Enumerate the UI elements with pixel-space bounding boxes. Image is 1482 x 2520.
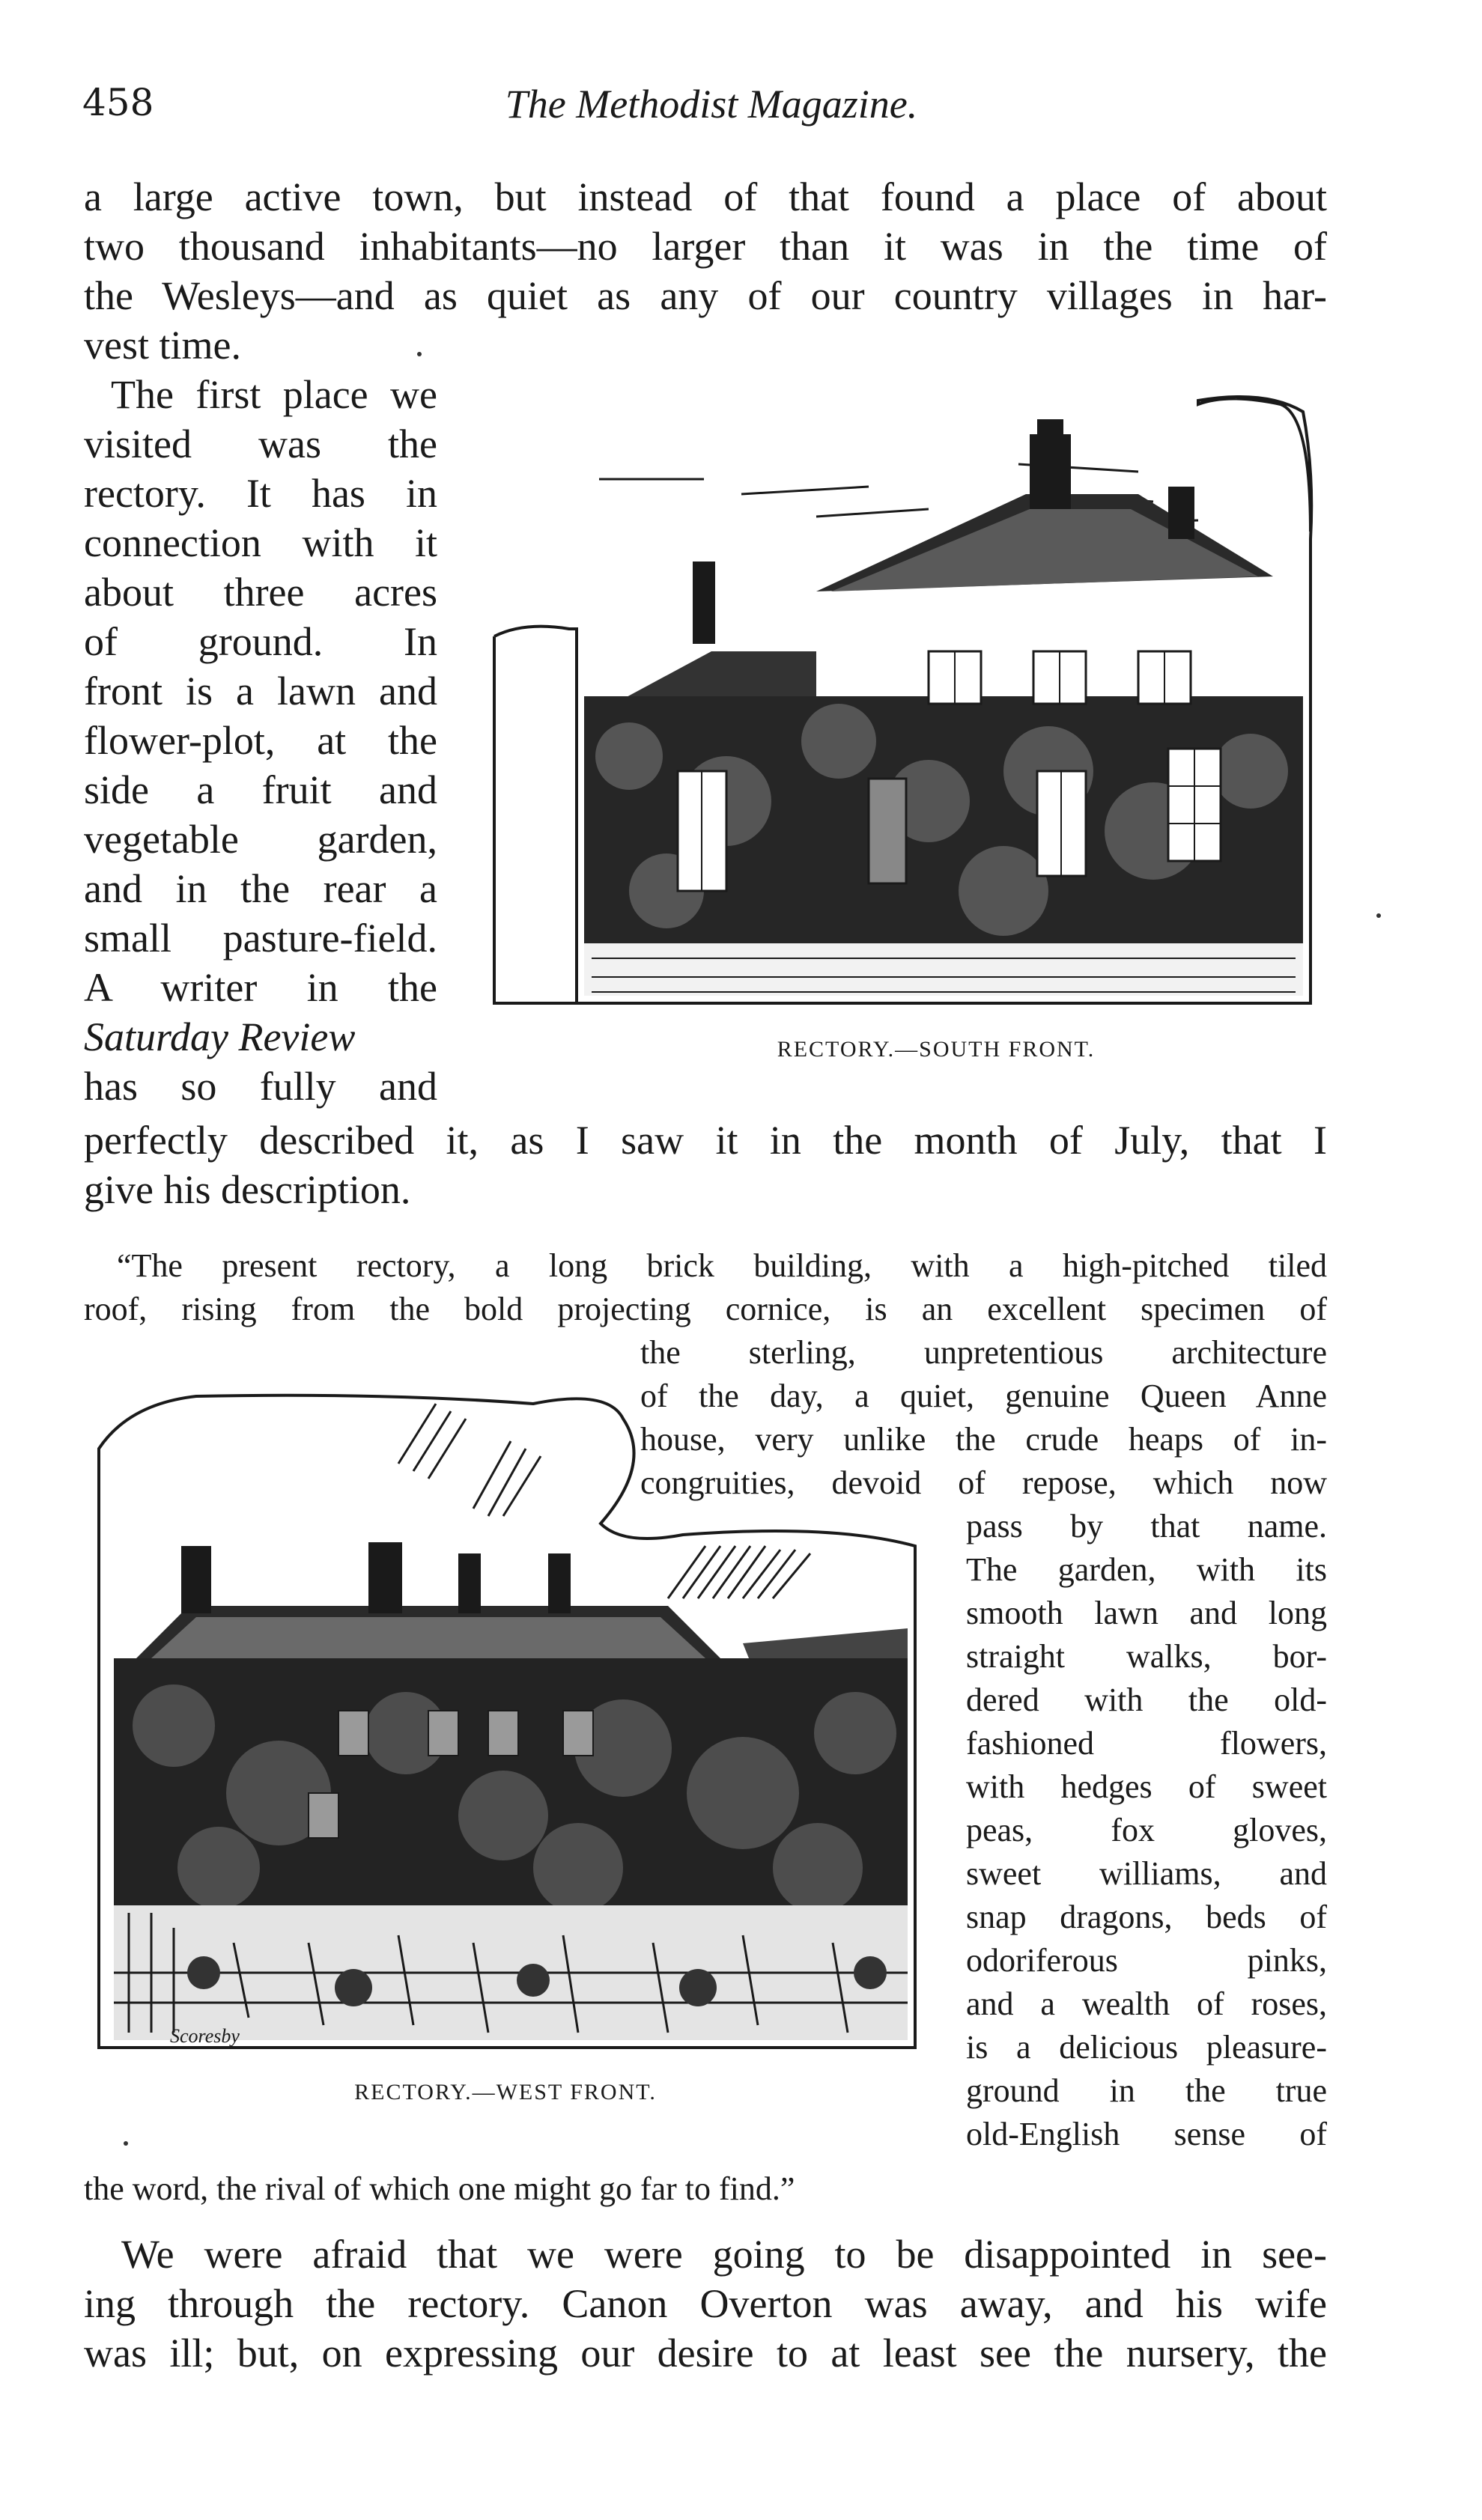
quote-end	[84, 2167, 1327, 2211]
quote-line: old-English sense of	[966, 2116, 1327, 2152]
engraving-south-front	[479, 382, 1325, 1007]
quote-line: fashioned flowers,	[966, 1725, 1327, 1762]
text-line: The first place we	[111, 372, 437, 417]
quote-line: congruities, devoid of repose, which now	[640, 1464, 1327, 1501]
engraving-west-front	[84, 1374, 930, 2078]
text-line: visited was the	[84, 421, 437, 466]
quote-line: and a wealth of roses,	[966, 1985, 1327, 2022]
quote-line: peas, fox gloves,	[966, 1812, 1327, 1848]
engraver-signature: Scoresby	[170, 2025, 240, 2047]
text-line: A writer in the	[84, 965, 437, 1010]
text-line: about three acres	[84, 570, 437, 615]
text-line: rectory. It has in	[84, 471, 437, 516]
quote-line: of the day, a quiet, genuine Queen Anne	[640, 1378, 1327, 1414]
text-line: was ill; but, on expressing our desire to at least see the nursery, the	[84, 2331, 1327, 2376]
quote-line: The garden, with its	[966, 1551, 1327, 1588]
quote-block-full	[84, 1244, 1327, 1331]
scan-speck	[124, 2141, 128, 2146]
engraving-west-front-icon	[84, 1374, 930, 2078]
text-line: has so fully and	[84, 1064, 437, 1109]
quote-line: smooth lawn and long	[966, 1595, 1327, 1631]
quote-line: the word, the rival of which one might go far to find.”	[84, 2170, 795, 2207]
paragraph-1	[84, 172, 1327, 370]
text-line: ing through the rectory. Canon Overton was away, and his wife	[84, 2281, 1327, 2326]
text-line: the Wesleys—and as quiet as any of our country villages in har-	[84, 273, 1327, 318]
text-line: vest time.	[84, 323, 241, 368]
text-line: perfectly described it, as I saw it in the month of July, that I	[84, 1118, 1327, 1163]
quote-line: snap dragons, beds of	[966, 1899, 1327, 1935]
quote-line: straight walks, bor-	[966, 1638, 1327, 1675]
quote-line: odoriferous pinks,	[966, 1942, 1327, 1979]
quote-line: with hedges of sweet	[966, 1768, 1327, 1805]
quote-block-narrow	[966, 1505, 1327, 2156]
paragraph-2-continuation	[84, 1116, 1327, 1214]
page-number: 458	[82, 81, 154, 124]
running-title: The Methodist Magazine.	[505, 82, 918, 127]
figure-2-caption: RECTORY.—WEST FRONT.	[354, 2080, 657, 2104]
quote-line: roof, rising from the bold projecting cornice, is an excellent specimen of	[84, 1291, 1327, 1327]
text-line: flower-plot, at the	[84, 718, 437, 763]
text-line: give his description.	[84, 1167, 411, 1212]
scan-speck	[417, 352, 422, 356]
paragraph-2-side-column	[84, 370, 437, 1111]
quote-line: pass by that name.	[966, 1508, 1327, 1544]
quote-line: the sterling, unpretentious architecture	[640, 1334, 1327, 1371]
quote-line: ground in the true	[966, 2072, 1327, 2109]
text-line: front is a lawn and	[84, 669, 437, 713]
text-line: We were afraid that we were going to be disappointed in see-	[121, 2232, 1327, 2277]
text-line: vegetable garden,	[84, 817, 437, 862]
quote-line: house, very unlike the crude heaps of in-	[640, 1421, 1327, 1458]
scan-speck	[1376, 913, 1381, 918]
text-line: of ground. In	[84, 619, 437, 664]
quote-line: dered with the old-	[966, 1681, 1327, 1718]
text-line: a large active town, but instead of that found a place of about	[84, 174, 1327, 219]
paragraph-3	[84, 2230, 1327, 2378]
running-header	[82, 81, 1340, 133]
quote-line: is a delicious pleasure-	[966, 2029, 1327, 2066]
quote-line: sweet williams, and	[966, 1855, 1327, 1892]
text-line: small pasture-field.	[84, 916, 437, 961]
quote-line: “The present rectory, a long brick building, with a high-pitched tiled	[117, 1247, 1327, 1284]
figure-1-caption: RECTORY.—SOUTH FRONT.	[777, 1037, 1096, 1062]
text-line: connection with it	[84, 520, 437, 565]
text-line: two thousand inhabitants—no larger than it was in the time of	[84, 224, 1327, 269]
engraving-south-front-icon	[479, 382, 1325, 1007]
text-line-italic: Saturday Review	[84, 1014, 356, 1059]
text-line: and in the rear a	[84, 866, 437, 911]
text-line: side a fruit and	[84, 767, 437, 812]
